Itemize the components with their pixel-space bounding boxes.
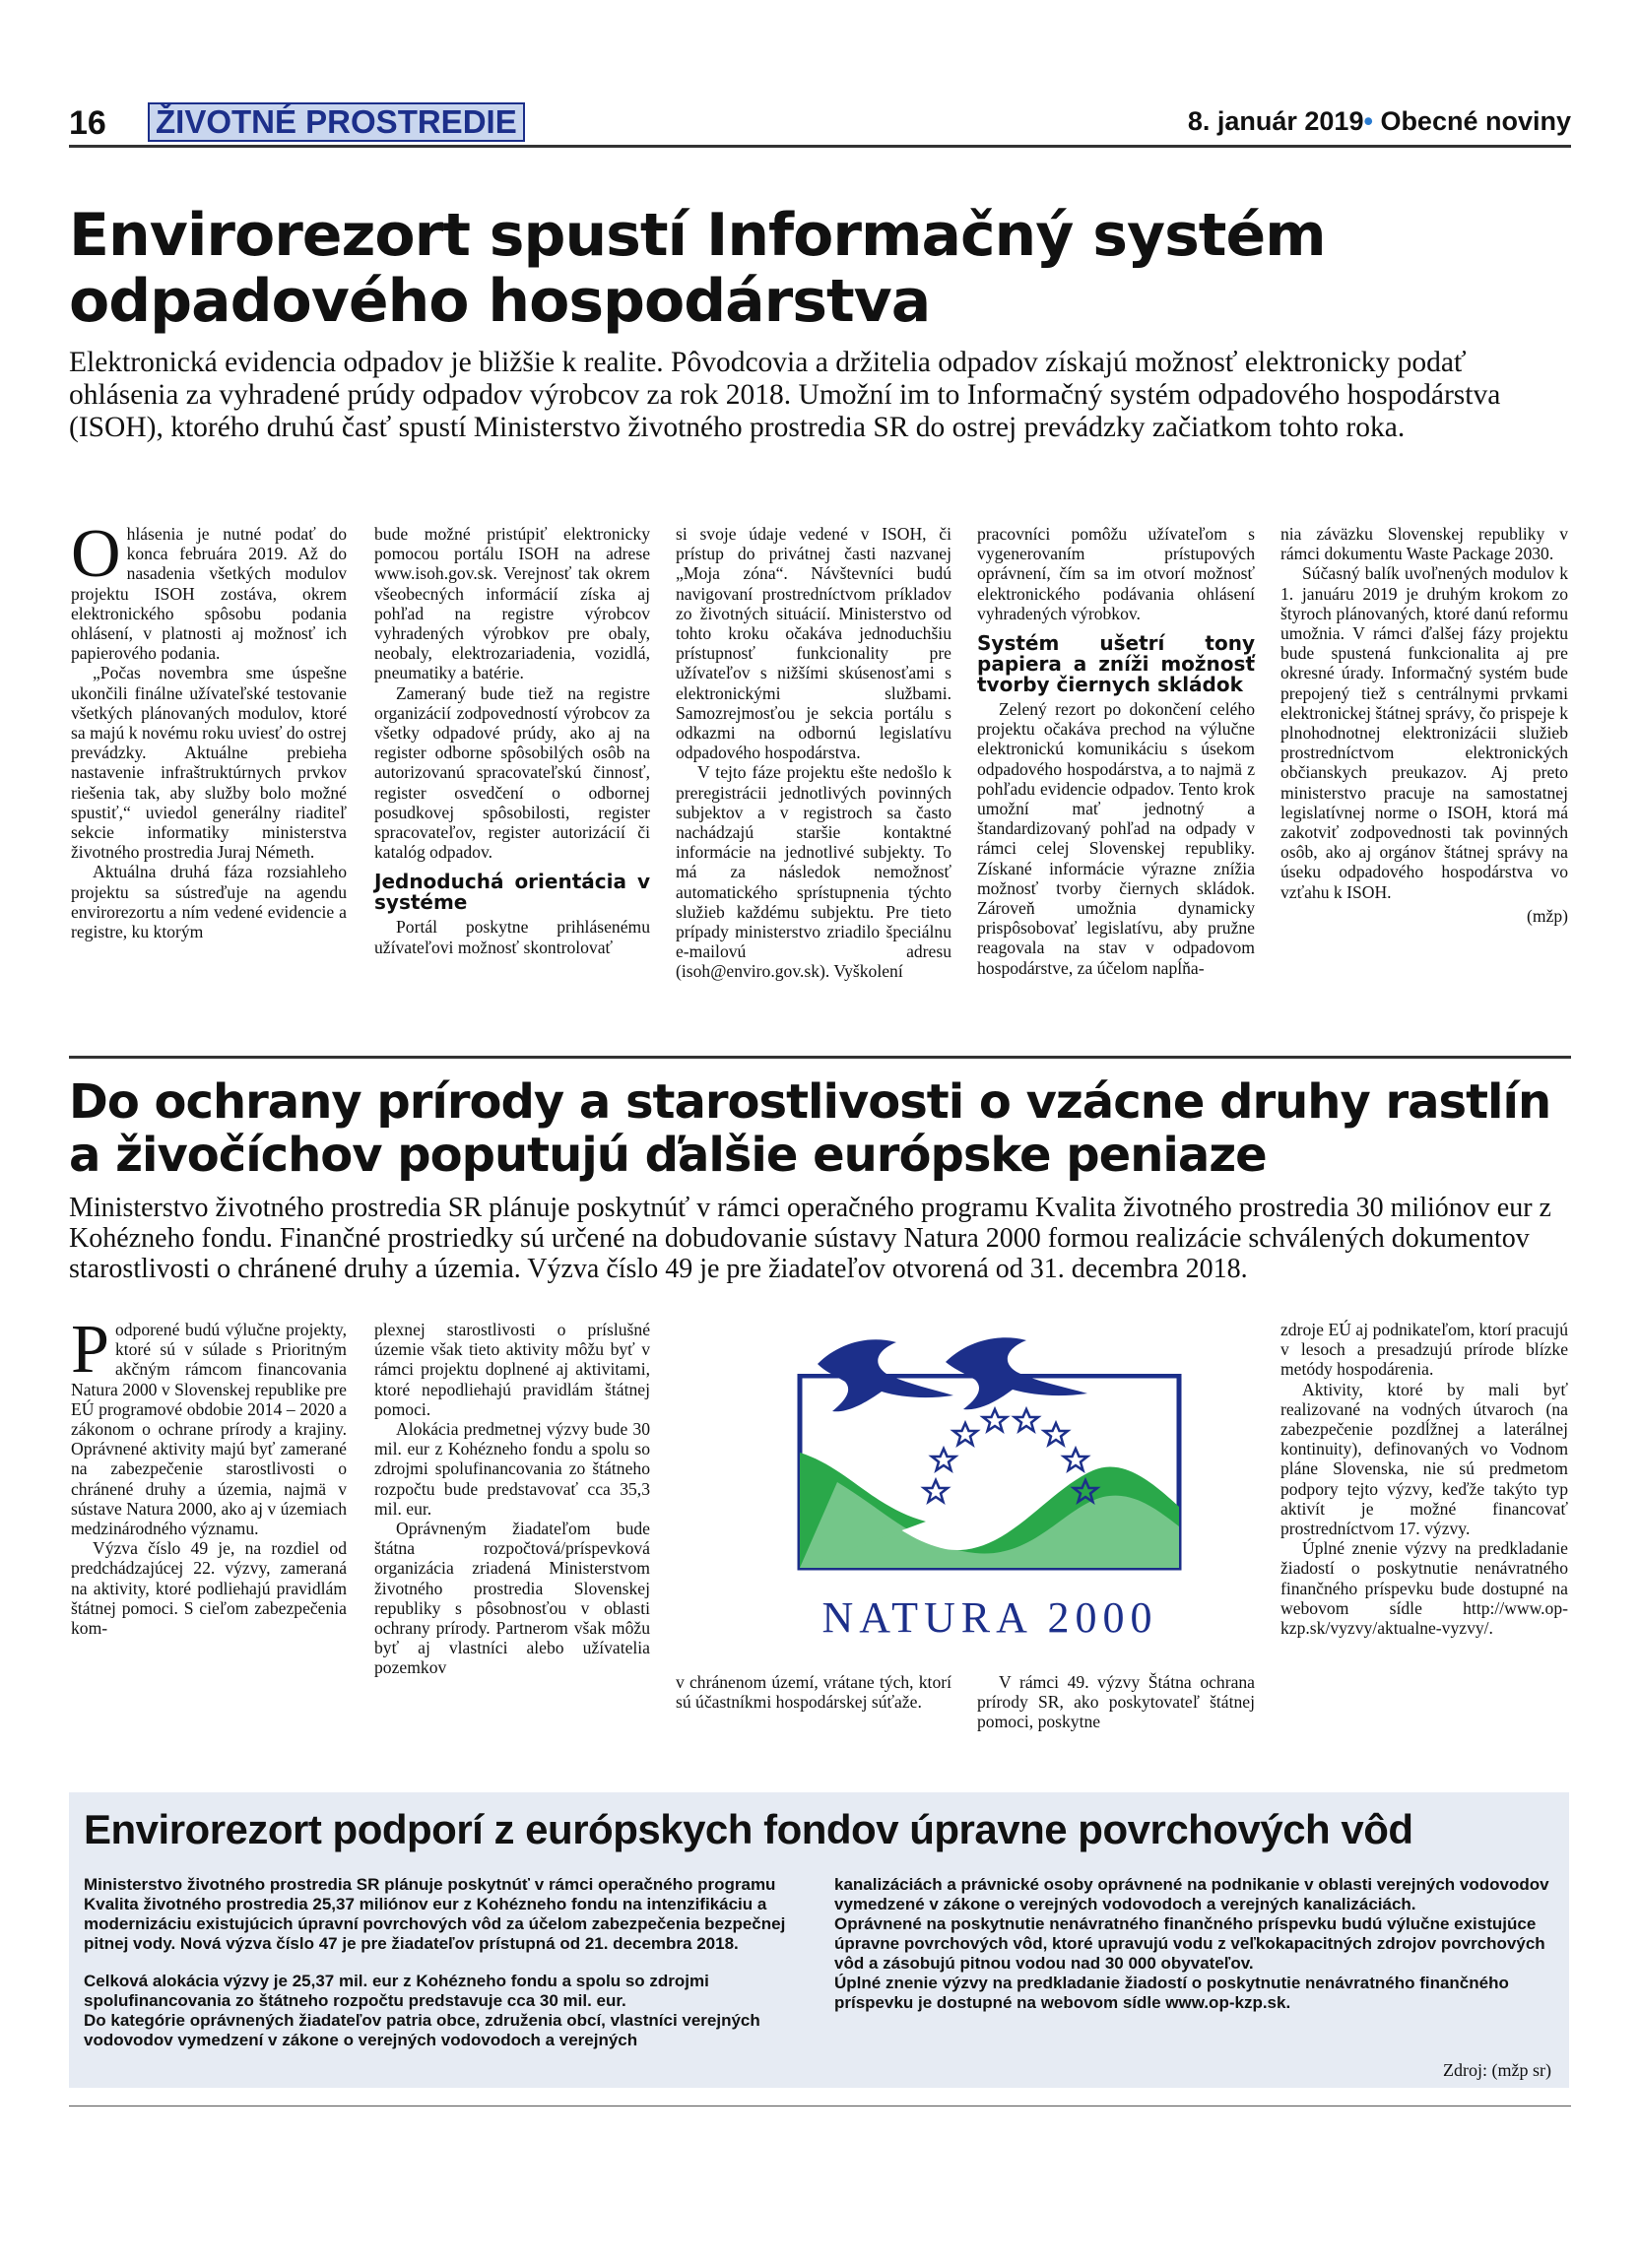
box-title: Envirorezort podporí z európskych fondov úpravne povrchových vôd [84,1806,1413,1852]
paragraph: Aktivity, ktoré by mali byť realizované na vodných útvaroch (na zabezpečenie pozdĺžnej a laterálnej kontinuity), definovaných vo Vodnom pláne Slovenska, nie sú predmetom podpory tejto výzvy, keďže takýto typ aktivít je možné financovať prostredníctvom 17. výzvy. [1280,1379,1568,1539]
article1-column-5 [1280,524,1568,926]
paragraph: Zameraný bude tiež na registre organizácií zodpovedností výrobcov za všetky odpadové prúdy, ako aj na register odborne spôsobilých osôb na autorizovanú spracovateľskú činnosť, register osvedčení o odbornej posudkovej spôsobilosti, register spracovateľov, register autorizácií či katalóg odpadov. [374,682,650,863]
paragraph: Zelený rezort po dokončení celého projektu očakáva prechod na výlučne elektronickú komunikáciu s úsekom odpadového hospodárstva, a to najmä z pohľadu evidencie odpadov. Tento krok umožní mať jednotný a štandardizovaný pohľad na odpady v rámci celej Slovenskej republiky. Získané informácie výrazne znížia možnosť tvorby čiernych skládok. Zároveň umožnia dynamicky prispôsobovať legislatívu, aby pružne reagovala na stav v odpadovom hospodárstve, za účelom napĺňa- [977,699,1255,978]
paragraph: Celková alokácia výzvy je 25,37 mil. eur z Kohézneho fondu a spolu so zdrojmi spolufinancovania zo štátneho rozpočtu predstavuje cca 30 mil. eur. [84,1972,709,2010]
paragraph: Oprávnené na poskytnutie nenávratného finančného príspevku budú výlučne existujúce úpravne povrchových vôd, ktoré upravujú vodu z veľkokapacitných zdrojov povrchových vôd a zásobujú pitnou vodou nad 30 000 obyvateľov. [834,1914,1545,1973]
drop-cap: O [71,516,121,592]
subheading: Systém ušetrí tony papiera a zníži možnosť tvorby čiernych skládok [977,631,1255,697]
paragraph: si svoje údaje vedené v ISOH, či prístup do privátnej časti nazvanej „Moja zóna“. Návštevníci budú navigovaní prostredníctvom príkladov zo životných situácií. Ministerstvo od tohto kroku očakáva jednoduchšiu prístupnosť funkcionality pre užívateľov s nižšími skúsenosťami s elektronickými službami. Samozrejmosťou je sekcia portálu s odkazmi na odbornú legislatívu odpadového hospodárstva. [676,524,951,763]
article1-lead: Elektronická evidencia odpadov je bližšie k realite. Pôvodcovia a držitelia odpadov získajú možnosť elektronicky podať ohlásenia za vyhradené prúdy odpadov výrobcov za rok 2018. Umožní im to Informačný systém odpadového hospodárstva (ISOH), ktorého druhú časť spustí Ministerstvo životného prostredia SR do ostrej prevádzky začiatkom tohto roka. [69,347,1501,443]
paragraph: Do kategórie oprávnených žiadateľov patria obce, združenia obcí, vlastníci verejných vodovodov vymedzení v zákone o verejných vodovodoch a verejných [84,2011,760,2049]
paragraph: V tejto fáze projektu ešte nedošlo k preregistrácii jednotlivých povinných subjektov a v registroch sa často nachádzajú staršie kontaktné informácie na jednotlivé subjekty. To má za následok nemožnosť automatického sprístupnenia týchto služieb každému subjektu. Pre tieto prípady ministerstvo zriadilo špeciálnu e-mailovú adresu (isoh@enviro.gov.sk). Vyškolení [676,762,951,982]
paragraph: „Počas novembra sme úspešne ukončili finálne užívateľské testovanie všetkých plánovaných modulov, ktoré sa majú k novému roku uviesť do ostrej prevádzky. Aktuálne prebieha nastavenie infraštruktúrnych prvkov riešenia tak, aby služby bolo možné spustiť,“ uviedol generálny riaditeľ sekcie informatiky ministerstva životného prostredia Juraj Németh. [71,663,347,863]
paragraph: pracovníci pomôžu užívateľom s vygenerovaním prístupových oprávnení, čím sa im otvorí možnosť elektronického podávania ohlásení vyhradených výrobkov. [977,524,1255,623]
article1-column-1 [71,516,347,942]
paragraph: bude možné pristúpiť elektronicky pomocou portálu ISOH na adrese www.isoh.gov.sk. Verejnosť tak okrem všeobecných informácií získa aj pohľad na registre výrobcov vyhradených výrobkov pre obaly, neobaly, elektrozariadenia, vozidlá, pneumatiky a batérie. [374,524,650,683]
box-column-1 [84,1875,803,2068]
paragraph: Súčasný balík uvoľnených modulov k 1. januáru 2019 je druhým krokom zo štyroch plánovaných, ktoré danú reformu umožnia. V rámci ďalšej fázy projektu bude spustená funkcionalita aj pre okresné úrady. Informačný systém bude prepojený tiež s centrálnymi prvkami elektronickej štátnej správy, čo prispeje k plnohodnotnej elektronizácii služieb prostredníctvom elektronických občianskych preukazov. Aj preto ministerstvo pracuje na samostatnej legislatívnej norme o ISOH, ktorá má zakotviť zodpovednosti tak povinných osôb, ako aj orgánov štátnej správy na úseku odpadového hospodárstva vo vzťahu k ISOH. [1280,563,1568,902]
paragraph: Úplné znenie výzvy na predkladanie žiadostí o poskytnutie nenávratného finančného príspevku je dostupné na webovom sídle www.op-kzp.sk. [834,1974,1509,2012]
paragraph: zdroje EÚ aj podnikateľom, ktorí pracujú v lesoch a presadzujú prírode blízke metódy hospodárenia. [1280,1320,1568,1380]
separator-dot: • [1363,106,1373,136]
issue-date: 8. január 2019 [1187,106,1364,136]
paragraph: V rámci 49. výzvy Štátna ochrana prírody SR, ako poskytovateľ štátnej pomoci, poskytne [977,1672,1255,1732]
paragraph: odporené budú výlučne projekty, ktoré sú v súlade s Prioritným akčným rámcom financovania Natura 2000 v Slovenskej republike pre EÚ programové obdobie 2014 – 2020 a zákonom o ochrane prírody a krajiny. Oprávnené aktivity majú byť zamerané na zabezpečenie starostlivosti o chránené druhy a územia, najmä v sústave Natura 2000, ako aj v územiach medzinárodného významu. [71,1320,347,1539]
paragraph: hlásenia je nutné podať do konca februára 2019. Až do nasadenia všetkých modulov projektu ISOH zostáva, okrem elektronického spôsobu podania ohlásení, v platnosti aj možnosť ich papierového podania. [71,524,347,664]
paragraph: v chránenom území, vrátane tých, ktorí sú účastníkmi hospodárskej súťaže. [676,1672,951,1713]
paragraph: Oprávneným žiadateľom bude štátna rozpočtová/príspevková organizácia zriadená Ministerstvom životného prostredia Slovenskej republiky s pôsobnosťou v oblasti ochrany prírody. Partnerom však môžu byť aj vlastníci alebo užívatelia pozemkov [374,1519,650,1678]
section-label: ŽIVOTNÉ PROSTREDIE [148,102,525,142]
article2-title: Do ochrany prírody a starostlivosti o vzácne druhy rastlín a živočíchov poputujú ďalšie európske peniaze [69,1074,1551,1183]
article2-column-2 [374,1320,650,1678]
article2-lead: Ministerstvo životného prostredia SR plánuje poskytnúť v rámci operačného programu Kvalita životného prostredia 30 miliónov eur z Kohézneho fondu. Finančné prostriedky sú určené na dobudovanie sústavy Natura 2000 formou realizácie schválených dokumentov starostlivosti o chránené druhy a územia. Výzva číslo 49 je pre žiadateľov otvorená od 31. decembra 2018. [69,1193,1551,1284]
article1-column-3 [676,524,951,982]
logo-text: NATURA 2000 [821,1593,1158,1642]
paragraph: Aktuálna druhá fáza rozsiahleho projektu sa sústreďuje na agendu envirorezortu a ním vedené evidencie a registre, ku ktorým [71,862,347,942]
article-signature: (mžp) [1526,905,1568,926]
newspaper-name: Obecné noviny [1380,106,1571,136]
paragraph: nia záväzku Slovenskej republiky v rámci dokumentu Waste Package 2030. [1280,524,1568,564]
paragraph: Ministerstvo životného prostredia SR plánuje poskytnúť v rámci operačného programu Kvalita životného prostredia 25,37 miliónov eur z Kohézneho fondu na intenzifikáciu a modernizáciu existujúcich úpravní povrchových vôd za účelom zabezpečenia bezpečnej pitnej vody. Nová výzva číslo 47 je pre žiadateľov prístupná od 21. decembra 2018. [84,1875,786,1953]
paragraph: plexnej starostlivosti o príslušné územie však tieto aktivity môžu byť v rámci projektu doplnené aj aktivitami, ktoré nepodliehajú pravidlám štátnej pomoci. [374,1320,650,1419]
article2-column-3 [676,1672,951,1712]
natura-2000-logo [778,1334,1202,1654]
paragraph: kanalizáciách a právnické osoby oprávnené na podnikanie v oblasti verejných vodovodov vymedzené v zákone o verejných vodovodoch a verejných kanalizáciách. [834,1875,1549,1913]
article1-column-2 [374,524,650,957]
paragraph: Výzva číslo 49 je, na rozdiel od predchádzajúcej 22. výzvy, zameraná na aktivity, ktoré podliehajú pravidlám štátnej pomoci. S cieľom zabezpečenia kom- [71,1538,347,1639]
article2-column-1 [71,1312,347,1639]
subheading: Jednoduchá orientácia v systéme [374,870,650,915]
box-source: Zdroj: (mžp sr) [1443,2060,1551,2080]
box-column-2 [834,1875,1553,2031]
paragraph: Úplné znenie výzvy na predkladanie žiadostí o poskytnutie nenávratného finančného príspevku bude dostupné na webovom sídle http://www.op-kzp.sk/vyzvy/aktualne-vyzvy/. [1280,1538,1568,1639]
article-divider [69,1056,1571,1059]
header-rule [69,145,1571,148]
dateline [1188,106,1571,137]
article1-column-4 [977,524,1255,978]
drop-cap: P [71,1312,109,1388]
paragraph: Alokácia predmetnej výzvy bude 30 mil. eur z Kohézneho fondu a spolu so zdrojmi spolufinancovania zo štátneho rozpočtu bude predstavovať cca 35,3 mil. eur. [374,1419,650,1519]
article1-title: Envirorezort spustí Informačný systém odpadového hospodárstva [69,201,1326,336]
article2-column-4 [977,1672,1255,1732]
page-number: 16 [69,104,106,142]
paragraph: Portál poskytne prihlásenému užívateľovi možnosť skontrolovať [374,917,650,957]
article2-column-5 [1280,1320,1568,1638]
